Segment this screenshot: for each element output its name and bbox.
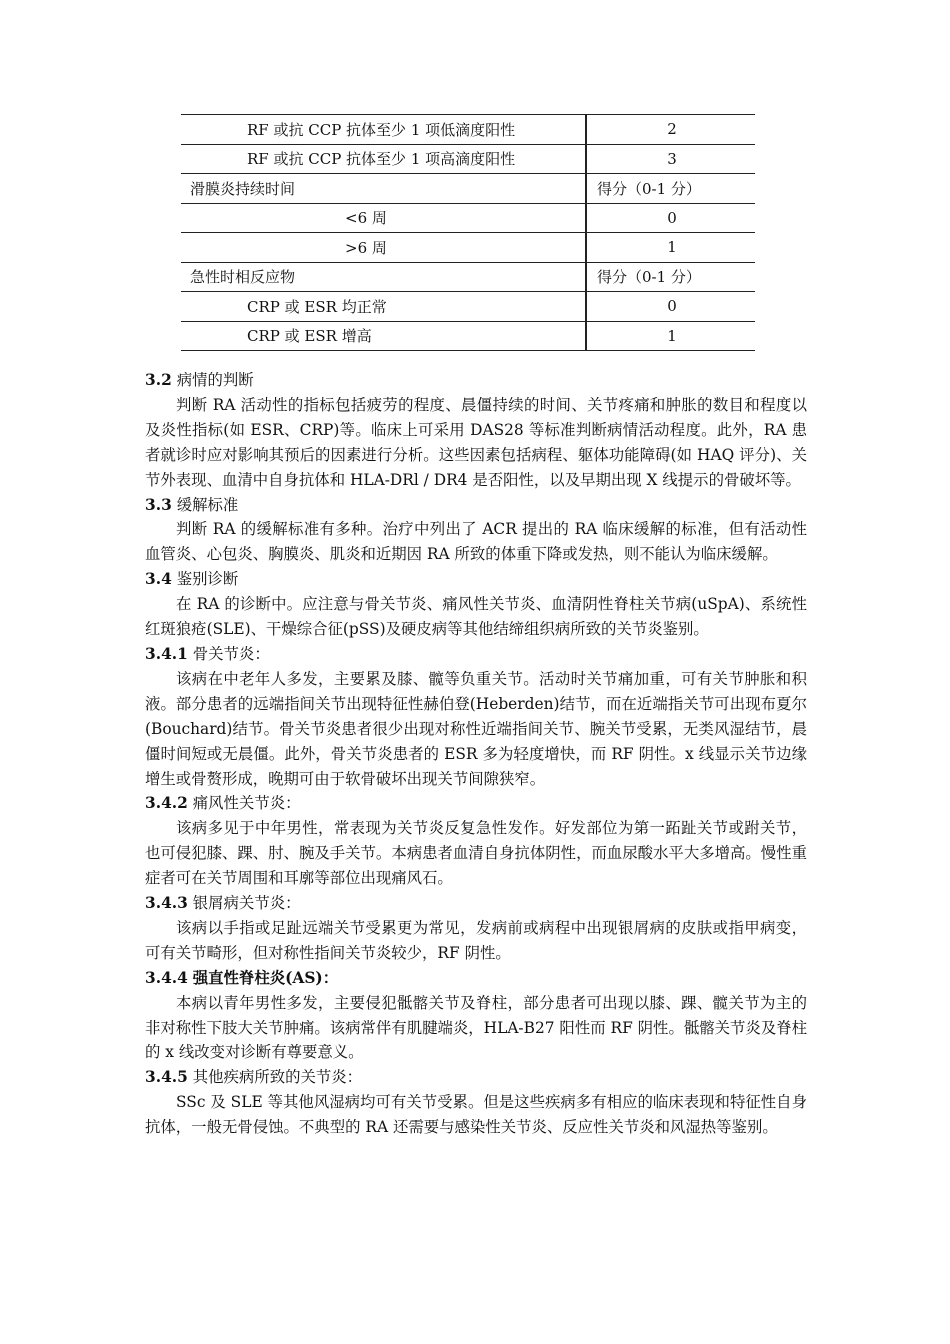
section-title: 骨关节炎： bbox=[192, 644, 270, 663]
section-heading bbox=[145, 791, 807, 816]
table-cell-label: 急性时相反应物 bbox=[190, 268, 296, 287]
table-row bbox=[181, 263, 755, 293]
criteria-table bbox=[181, 114, 755, 351]
table-cell-score: 0 bbox=[585, 204, 757, 233]
table-cell-score: 3 bbox=[585, 145, 757, 174]
table-cell-score: 2 bbox=[585, 115, 757, 144]
section-title: 痛风性关节炎： bbox=[192, 794, 301, 813]
section-paragraph: 判断 RA 活动性的指标包括疲劳的程度、晨僵持续的时间、关节疼痛和肿胀的数目和程度以及炎性指标(如 ESR、CRP)等。临床上可采用 DAS28 等标准判断病情活动程度。此外，RA 患者就诊时应对影响其预后的因素进行分析。这些因素包括病程、躯体功能障碍(如 HAQ 评分)、关节外表现、血清中自身抗体和 HLA-DRl / DR4 是否阳性，以及早期出现 X 线提示的骨破坏等。 bbox=[145, 395, 807, 489]
section-title: 缓解标准 bbox=[176, 495, 239, 514]
section-paragraph: 该病多见于中年男性，常表现为关节炎反复急性发作。好发部位为第一跖趾关节或跗关节，也可侵犯膝、踝、肘、腕及手关节。本病患者血清自身抗体阴性，而血尿酸水平大多增高。慢性重症者可在关节周围和耳廓等部位出现痛风石。 bbox=[145, 819, 807, 888]
section-paragraph: 该病在中老年人多发，主要累及膝、髋等负重关节。活动时关节痛加重，可有关节肿胀和积液。部分患者的远端指间关节出现特征性赫伯登(Heberden)结节，而在近端指关节可出现布夏尔(Bouchard)结节。骨关节炎患者很少出现对称性近端指间关节、腕关节受累，无类风湿结节，晨僵时间短或无晨僵。此外，骨关节炎患者的 ESR 多为轻度增快，而 RF 阴性。x 线显示关节边缘增生或骨赘形成，晚期可由于软骨破坏出现关节间隙狭窄。 bbox=[145, 669, 807, 788]
table-cell-label: RF 或抗 CCP 抗体至少 1 项高滴度阳性 bbox=[247, 150, 516, 169]
section-number: 3.4.2 bbox=[145, 794, 188, 813]
table-cell-score: 得分（0-1 分） bbox=[585, 174, 755, 203]
section-title: 强直性脊柱炎(AS)： bbox=[192, 968, 339, 987]
section-number: 3.4.3 bbox=[145, 894, 188, 913]
section-heading bbox=[145, 567, 807, 592]
table-row bbox=[181, 145, 755, 175]
table-cell-label: 滑膜炎持续时间 bbox=[190, 179, 296, 198]
section-heading bbox=[145, 368, 807, 393]
section-number: 3.4.1 bbox=[145, 644, 188, 663]
table-cell-score: 得分（0-1 分） bbox=[585, 263, 755, 292]
section-paragraph: SSc 及 SLE 等其他风湿病均可有关节受累。但是这些疾病多有相应的临床表现和特征性自身抗体，一般无骨侵蚀。不典型的 RA 还需要与感染性关节炎、反应性关节炎和风湿热等鉴别。 bbox=[145, 1093, 807, 1137]
section-paragraph: 该病以手指或足趾远端关节受累更为常见，发病前或病程中出现银屑病的皮肤或指甲病变，可有关节畸形，但对称性指间关节炎较少，RF 阴性。 bbox=[145, 918, 807, 962]
section-title: 其他疾病所致的关节炎： bbox=[192, 1068, 363, 1087]
table-cell-label: RF 或抗 CCP 抗体至少 1 项低滴度阳性 bbox=[247, 120, 516, 139]
table-cell-score: 1 bbox=[585, 233, 757, 262]
section-heading bbox=[145, 966, 807, 991]
table-cell-label: <6 周 bbox=[345, 209, 387, 228]
table-row bbox=[181, 174, 755, 204]
table-row bbox=[181, 204, 755, 234]
table-cell-score: 1 bbox=[585, 322, 757, 351]
section-number: 3.4.5 bbox=[145, 1068, 188, 1087]
table-row bbox=[181, 114, 755, 145]
section-title: 鉴别诊断 bbox=[176, 570, 239, 589]
table-cell-label: CRP 或 ESR 均正常 bbox=[247, 297, 387, 316]
section-heading bbox=[145, 1065, 807, 1090]
table-row bbox=[181, 292, 755, 322]
section-paragraph: 本病以青年男性多发，主要侵犯骶髂关节及脊柱，部分患者可出现以膝、踝、髋关节为主的非对称性下肢大关节肿痛。该病常伴有肌腱端炎，HLA-B27 阳性而 RF 阴性。骶髂关节炎及脊柱的 x 线改变对诊断有尊要意义。 bbox=[145, 993, 807, 1062]
table-row bbox=[181, 233, 755, 263]
section-number: 3.2 bbox=[145, 371, 172, 389]
section-heading bbox=[145, 642, 807, 667]
table-row bbox=[181, 322, 755, 352]
section-number: 3.3 bbox=[145, 495, 172, 514]
body-text bbox=[145, 368, 807, 1140]
section-paragraph: 判断 RA 的缓解标准有多种。治疗中列出了 ACR 提出的 RA 临床缓解的标准，但有活动性血管炎、心包炎、胸膜炎、肌炎和近期因 RA 所致的体重下降或发热，则不能认为临床缓解。 bbox=[145, 520, 807, 564]
section-number: 3.4.4 bbox=[145, 968, 188, 987]
section-heading bbox=[145, 493, 807, 518]
table-cell-label: >6 周 bbox=[345, 238, 387, 257]
table-cell-score: 0 bbox=[585, 292, 757, 321]
section-number: 3.4 bbox=[145, 570, 172, 589]
section-title: 银屑病关节炎： bbox=[192, 894, 301, 913]
section-title: 病情的判断 bbox=[176, 371, 254, 389]
table-cell-label: CRP 或 ESR 增高 bbox=[247, 327, 372, 346]
section-heading bbox=[145, 891, 807, 916]
section-paragraph: 在 RA 的诊断中。应注意与骨关节炎、痛风性关节炎、血清阴性脊柱关节病(uSpA)、系统性红斑狼疮(SLE)、干燥综合征(pSS)及硬皮病等其他结缔组织病所致的关节炎鉴别。 bbox=[145, 595, 807, 639]
